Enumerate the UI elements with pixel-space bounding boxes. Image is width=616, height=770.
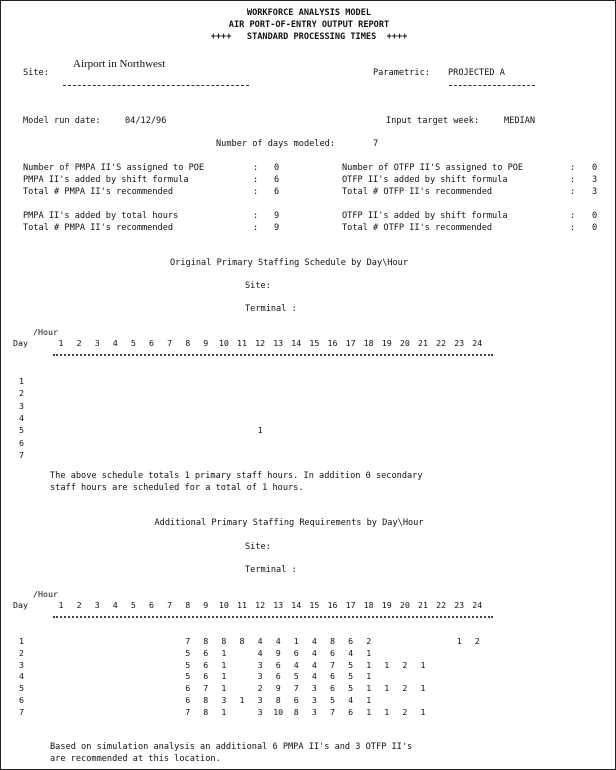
stat-right-label: OTFP II's added by shift formula: [342, 211, 508, 221]
hour-header: 1: [58, 600, 64, 610]
table-cell: 1: [456, 636, 462, 646]
hour-header: 19: [381, 600, 392, 610]
table-cell: 6: [330, 683, 335, 694]
table-cell: 2: [402, 706, 408, 717]
table-cell: 8: [239, 636, 245, 646]
hour-header: 8: [185, 338, 191, 348]
hour-header: 8: [185, 600, 191, 610]
day-label: 7: [19, 706, 24, 717]
hour-header: 16: [327, 338, 338, 348]
table-cell: 5: [348, 671, 354, 682]
days-modeled-value: 7: [373, 139, 379, 149]
table-cell: 1: [366, 659, 372, 670]
table-cell: 2: [257, 683, 263, 694]
stat-left-colon: :: [253, 211, 259, 221]
table-cell: 1: [366, 683, 372, 694]
hour-header: 17: [345, 600, 356, 610]
table-cell: 5: [185, 659, 191, 670]
table-cell: 1: [384, 683, 390, 694]
hour-header: 11: [237, 338, 247, 348]
table-cell: 1: [293, 636, 299, 646]
stat-left-colon: :: [253, 175, 259, 185]
hour-header: 5: [130, 338, 136, 348]
run-date-label: Model run date:: [23, 116, 101, 126]
table-cell: 3: [257, 671, 263, 682]
table-cell: 3: [311, 695, 317, 705]
hour-header: 3: [94, 338, 100, 348]
table-cell: 8: [221, 636, 227, 646]
hour-header: 7: [167, 600, 173, 610]
hour-header: 17: [345, 338, 356, 348]
day-label: 7: [19, 449, 24, 460]
hour-header: 15: [309, 338, 320, 348]
table-cell: 6: [203, 659, 209, 670]
day-label: 1: [19, 636, 24, 646]
table-cell: 6: [293, 695, 299, 705]
table-cell: 7: [203, 683, 209, 694]
table-cell: 6: [330, 671, 335, 682]
report-processing-line: ++++ STANDARD PROCESSING TIMES ++++: [210, 32, 408, 42]
stat-right-colon: :: [570, 163, 576, 173]
table-cell: 1: [366, 706, 372, 717]
table-cell: 1: [239, 695, 245, 705]
table-cell: 8: [275, 695, 281, 705]
hour-header: 4: [112, 600, 118, 610]
stat-left-colon: :: [253, 187, 259, 197]
table-cell: 7: [185, 636, 191, 646]
section2-title: Additional Primary Staffing Requirements by Day\Hour: [154, 518, 424, 528]
stat-left-label: PMPA II's added by total hours: [23, 211, 179, 221]
section1-note: The above schedule totals 1 primary staff hours. In addition 0 secondary: [50, 471, 423, 481]
hour-header: 11: [237, 600, 247, 610]
table-cell: 3: [257, 695, 263, 705]
table-cell: 1: [221, 647, 227, 658]
table-cell: 6: [293, 647, 299, 658]
day-label: 6: [19, 695, 24, 705]
table-cell: 3: [311, 683, 317, 694]
report-subtitle: AIR PORT-OF-ENTRY OUTPUT REPORT: [228, 20, 390, 30]
hour-header: 9: [203, 600, 209, 610]
section2-note: are recommended at this location.: [50, 754, 221, 764]
hour-header: 6: [149, 600, 154, 610]
table-cell: 8: [203, 636, 209, 646]
table-cell: 1: [420, 706, 426, 717]
table-cell: 1: [221, 671, 227, 682]
header-divider: [53, 354, 493, 356]
section2-note: Based on simulation analysis an additional 6 PMPA II's and 3 OTFP II's: [50, 742, 413, 752]
stat-right-colon: :: [570, 223, 576, 233]
table-cell: 2: [402, 683, 408, 694]
stat-right-value: 0: [592, 163, 598, 173]
table-cell: 6: [348, 706, 354, 717]
table-cell: 6: [275, 659, 281, 670]
day-axis-label: Day: [13, 338, 28, 348]
table-cell: 5: [348, 659, 354, 670]
table-cell: 6: [185, 683, 191, 694]
parametric-label: Parametric:: [373, 68, 430, 78]
table-cell: 7: [185, 706, 191, 717]
table-cell: 4: [275, 636, 281, 646]
hour-header: 6: [149, 338, 154, 348]
stat-right-colon: :: [570, 187, 576, 197]
original-schedule-grid: [1, 327, 616, 462]
site-label: Site:: [23, 68, 49, 78]
stat-left-value: 9: [274, 211, 280, 221]
hour-header: 13: [273, 600, 284, 610]
header-divider: [53, 616, 493, 618]
table-cell: 3: [257, 706, 263, 717]
table-cell: 1: [420, 683, 426, 694]
parametric-value: PROJECTED A: [448, 68, 505, 78]
hour-header: 12: [255, 600, 266, 610]
section1-terminal-label: Terminal :: [245, 304, 297, 314]
table-cell: 3: [311, 706, 317, 717]
hour-header: 13: [273, 338, 284, 348]
day-label: 2: [19, 388, 24, 399]
hour-header: 14: [291, 338, 302, 348]
hour-axis-label: /Hour: [33, 327, 58, 337]
stat-left-label: Total # PMPA II's recommended: [23, 223, 174, 233]
parametric-underline: [449, 85, 535, 86]
run-date-value: 04/12/96: [125, 116, 167, 126]
stat-left-label: Number of PMPA II'S assigned to POE: [23, 163, 205, 173]
hour-header: 4: [112, 338, 118, 348]
additional-requirements-grid: [1, 589, 616, 719]
report-title: WORKFORCE ANALYSIS MODEL: [246, 8, 372, 18]
stat-right-colon: :: [570, 211, 576, 221]
site-value: Airport in Northwest: [73, 58, 166, 70]
table-cell: 5: [185, 671, 191, 682]
day-label: 2: [19, 647, 24, 658]
stat-right-label: Total # OTFP II's recommended: [342, 187, 493, 197]
stat-right-label: Total # OTFP II's recommended: [342, 223, 493, 233]
hour-header: 24: [472, 338, 483, 348]
table-cell: 4: [311, 636, 317, 646]
section1-note: staff hours are scheduled for a total of 1 hours.: [50, 483, 304, 493]
stat-left-value: 6: [274, 187, 280, 197]
hour-header: 23: [454, 338, 465, 348]
hour-header: 3: [94, 600, 100, 610]
section2-site-label: Site:: [245, 542, 271, 552]
stat-right-colon: :: [570, 175, 576, 185]
day-label: 4: [19, 671, 24, 682]
table-cell: 5: [330, 695, 335, 705]
day-label: 3: [19, 400, 24, 411]
table-cell: 1: [366, 695, 372, 705]
stat-left-value: 6: [274, 175, 280, 185]
hour-axis-label: /Hour: [33, 589, 58, 599]
hour-header: 20: [399, 600, 410, 610]
table-cell: 1: [384, 659, 390, 670]
table-cell: 6: [330, 647, 335, 658]
hour-header: 15: [309, 600, 320, 610]
table-cell: 6: [185, 695, 191, 705]
table-cell: 6: [275, 671, 281, 682]
stat-right-value: 0: [592, 223, 598, 233]
hour-header: 22: [436, 600, 447, 610]
table-cell: 8: [203, 695, 209, 705]
table-cell: 5: [293, 671, 299, 682]
day-label: 5: [19, 425, 24, 436]
table-cell: 5: [185, 647, 191, 658]
table-cell: 4: [311, 647, 317, 658]
table-cell: 8: [330, 636, 335, 646]
table-cell: 4: [311, 659, 317, 670]
hour-header: 1: [58, 338, 64, 348]
hour-header: 24: [472, 600, 483, 610]
hour-header: 10: [218, 600, 229, 610]
table-cell: 1: [366, 671, 372, 682]
hour-header: 22: [436, 338, 447, 348]
table-cell: 6: [203, 647, 209, 658]
stat-right-value: 3: [592, 187, 598, 197]
hour-header: 12: [255, 338, 266, 348]
hour-header: 2: [76, 600, 82, 610]
stat-left-label: PMPA II's added by shift formula: [23, 175, 189, 185]
day-label: 4: [19, 412, 24, 423]
table-cell: 4: [257, 636, 263, 646]
table-cell: 3: [257, 659, 263, 670]
table-cell: 1: [420, 659, 426, 670]
hour-header: 10: [218, 338, 229, 348]
site-underline: [63, 85, 249, 86]
table-cell: 4: [348, 695, 354, 705]
table-cell: 2: [402, 659, 408, 670]
table-cell: 4: [293, 659, 299, 670]
hour-header: 23: [454, 600, 465, 610]
section1-site-label: Site:: [245, 281, 271, 291]
stat-right-label: OTFP II's added by shift formula: [342, 175, 508, 185]
table-cell: 1: [257, 425, 263, 436]
hour-header: 18: [363, 600, 374, 610]
hour-header: 14: [291, 600, 302, 610]
table-cell: 4: [257, 647, 263, 658]
table-cell: 2: [474, 636, 480, 646]
section2-terminal-label: Terminal :: [245, 565, 297, 575]
target-week-label: Input target week:: [386, 116, 480, 126]
table-cell: 2: [366, 636, 372, 646]
stat-left-value: 9: [274, 223, 280, 233]
stat-right-label: Number of OTFP II'S assigned to POE: [342, 163, 524, 173]
table-cell: 7: [330, 659, 335, 670]
day-label: 1: [19, 376, 24, 386]
table-cell: 4: [348, 647, 354, 658]
table-cell: 10: [273, 706, 284, 717]
stat-left-label: Total # PMPA II's recommended: [23, 187, 174, 197]
stat-right-value: 3: [592, 175, 598, 185]
hour-header: 21: [418, 338, 428, 348]
days-modeled-label: Number of days modeled:: [216, 139, 335, 149]
stat-left-colon: :: [253, 163, 259, 173]
table-cell: 8: [203, 706, 209, 717]
table-cell: 1: [221, 659, 227, 670]
hour-header: 2: [76, 338, 82, 348]
table-cell: 7: [293, 683, 299, 694]
table-cell: 1: [366, 647, 372, 658]
section1-title: Original Primary Staffing Schedule by Day\Hour: [170, 258, 408, 268]
hour-header: 19: [381, 338, 392, 348]
table-cell: 4: [311, 671, 317, 682]
table-cell: 3: [221, 695, 227, 705]
hour-header: 9: [203, 338, 209, 348]
day-label: 5: [19, 683, 24, 694]
hour-header: 5: [130, 600, 136, 610]
target-week-value: MEDIAN: [504, 116, 536, 126]
table-cell: 1: [221, 683, 227, 694]
hour-header: 7: [167, 338, 173, 348]
table-cell: 6: [348, 636, 354, 646]
stat-left-value: 0: [274, 163, 280, 173]
day-axis-label: Day: [13, 600, 28, 610]
stat-left-colon: :: [253, 223, 259, 233]
table-cell: 9: [275, 683, 281, 694]
table-cell: 6: [203, 671, 209, 682]
stat-right-value: 0: [592, 211, 598, 221]
hour-header: 21: [418, 600, 428, 610]
table-cell: 1: [221, 706, 227, 717]
table-cell: 5: [348, 683, 354, 694]
hour-header: 20: [399, 338, 410, 348]
table-cell: 8: [293, 706, 299, 717]
table-cell: 9: [275, 647, 281, 658]
table-cell: 7: [330, 706, 335, 717]
day-label: 6: [19, 437, 24, 448]
hour-header: 16: [327, 600, 338, 610]
day-label: 3: [19, 659, 24, 670]
hour-header: 18: [363, 338, 374, 348]
table-cell: 1: [384, 706, 390, 717]
